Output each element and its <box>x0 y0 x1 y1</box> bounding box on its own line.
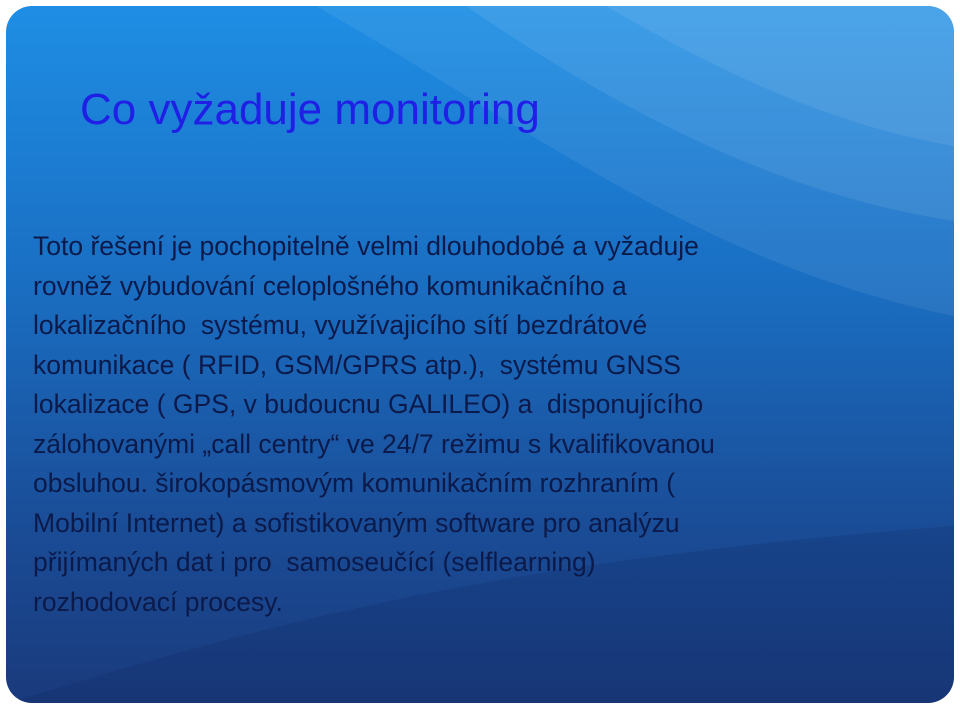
slide-body-text <box>33 227 933 622</box>
body-line: rozhodovací procesy. <box>33 586 283 617</box>
body-line: lokalizačního systému, využívajicího sítí bezdrátové <box>33 310 648 340</box>
body-line: rovněž vybudování celoplošného komunikačního a <box>33 270 627 301</box>
body-line: zálohovanými „call centry“ ve 24/7 režimu s kvalifikovanou <box>33 428 715 459</box>
body-line: přijímaných dat i pro samoseučící (selflearning) <box>33 547 596 577</box>
body-line: lokalizace ( GPS, v budoucnu GALILEO) a disponujícího <box>33 389 704 419</box>
body-line: obsluhou. širokopásmovým komunikačním rozhraním ( <box>33 468 676 498</box>
slide <box>6 6 954 703</box>
body-line: Toto řešení je pochopitelně velmi dlouhodobé a vyžaduje <box>33 231 699 261</box>
body-line: Mobilní Internet) a sofistikovaným software pro analýzu <box>33 507 680 538</box>
body-line: komunikace ( RFID, GSM/GPRS atp.), systému GNSS <box>33 349 681 380</box>
slide-title: Co vyžaduje monitoring <box>80 85 540 134</box>
